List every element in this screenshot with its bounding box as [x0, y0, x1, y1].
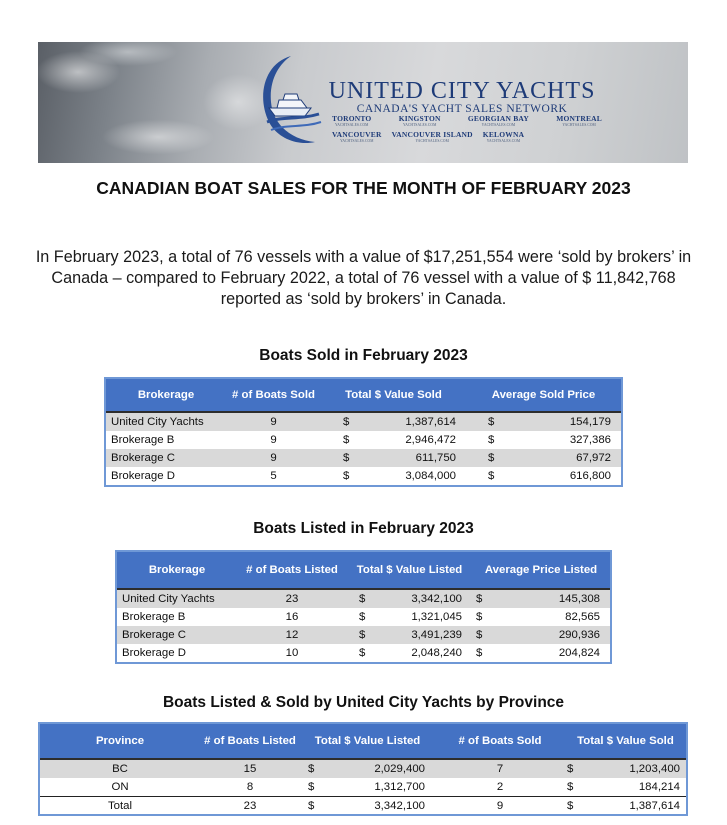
brokerage-cell: Brokerage D	[111, 470, 175, 482]
total-cell: $ 611,750	[343, 452, 456, 464]
city-georgian-bay: GEORGIAN BAY YACHTSALES.COM	[467, 114, 529, 127]
col-header: # of Boats Sold	[232, 389, 315, 401]
listed-count-cell: 23	[243, 799, 257, 812]
sold-table-header	[106, 379, 621, 413]
brokerage-cell: United City Yachts	[111, 416, 204, 428]
city-kingston: KINGSTON YACHTSALES.COM	[398, 114, 441, 127]
brokerage-cell: Brokerage B	[122, 611, 186, 623]
total-cell: $ 2,048,240	[359, 647, 462, 659]
total-cell: $ 3,491,239	[359, 629, 462, 641]
intro-paragraph: In February 2023, a total of 76 vessels with a value of $17,251,554 were ‘sold by brokers’ in Canada – compared to February 2022, a total of 76 vessel with a value of $ 11,842,768 reported as ‘sold by brokers’ in Canada.	[35, 248, 692, 308]
city-toronto: TORONTO YACHTSALES.COM	[332, 114, 372, 127]
table-row	[117, 644, 610, 662]
sold-value-cell: $ 184,214	[567, 781, 680, 793]
city-row-1	[332, 114, 602, 127]
total-cell: $ 1,387,614	[343, 416, 456, 428]
avg-cell: $ 204,824	[476, 647, 600, 659]
sold-count-cell: 9	[496, 799, 504, 812]
province-cell: BC	[112, 763, 128, 775]
brokerage-cell: United City Yachts	[122, 593, 215, 605]
col-header: # of Boats Listed	[246, 564, 338, 576]
listed-value-cell: $ 2,029,400	[308, 763, 425, 775]
listed-value-cell: $ 1,312,700	[308, 781, 425, 793]
table-row	[106, 449, 621, 467]
brand-title: UNITED CITY YACHTS	[328, 78, 596, 104]
province-table	[38, 722, 688, 816]
count-cell: 23	[285, 593, 299, 605]
col-header: Average Sold Price	[491, 389, 596, 401]
col-header: # of Boats Sold	[458, 735, 542, 747]
brokerage-cell: Brokerage C	[111, 452, 175, 464]
table-row	[106, 431, 621, 449]
province-table-heading: Boats Listed & Sold by United City Yachts by Province	[162, 694, 565, 711]
count-cell: 9	[270, 416, 277, 428]
brokerage-cell: Brokerage D	[122, 647, 186, 659]
avg-cell: $ 327,386	[488, 434, 611, 446]
listed-table-header	[117, 552, 610, 590]
col-header: # of Boats Listed	[204, 735, 296, 747]
avg-cell: $ 145,308	[476, 593, 600, 605]
listed-table-heading: Boats Listed in February 2023	[253, 520, 474, 537]
sold-table-heading: Boats Sold in February 2023	[259, 347, 468, 364]
listed-count-cell: 15	[243, 763, 257, 775]
col-header: Brokerage	[148, 564, 206, 576]
table-row	[117, 590, 610, 608]
table-row	[106, 467, 621, 485]
total-cell: $ 3,084,000	[343, 470, 456, 482]
province-cell: Total	[107, 799, 133, 812]
sold-table	[104, 377, 623, 487]
avg-cell: $ 290,936	[476, 629, 600, 641]
sold-value-cell: $ 1,203,400	[567, 763, 680, 775]
city-list	[332, 114, 602, 143]
yacht-logo-icon	[253, 50, 323, 150]
col-header: Total $ Value Sold	[345, 389, 442, 401]
brokerage-cell: Brokerage B	[111, 434, 175, 446]
listed-table	[115, 550, 612, 664]
table-row	[40, 778, 686, 796]
city-vancouver-island: VANCOUVER ISLAND YACHTSALES.COM	[391, 130, 473, 143]
avg-cell: $ 616,800	[488, 470, 611, 482]
table-row	[106, 413, 621, 431]
col-header: Province	[95, 735, 145, 747]
table-row	[117, 626, 610, 644]
listed-value-cell: $ 3,342,100	[308, 799, 425, 812]
total-row	[40, 796, 686, 814]
brokerage-cell: Brokerage C	[122, 629, 186, 641]
avg-cell: $ 67,972	[488, 452, 611, 464]
total-cell: $ 2,946,472	[343, 434, 456, 446]
count-cell: 16	[285, 611, 299, 623]
count-cell: 10	[285, 647, 299, 659]
count-cell: 12	[285, 629, 299, 641]
province-table-header	[40, 724, 686, 760]
sold-count-cell: 7	[496, 763, 504, 775]
col-header: Brokerage	[137, 389, 195, 401]
col-header: Average Price Listed	[484, 564, 598, 576]
city-montreal: MONTREAL YACHTSALES.COM	[556, 114, 602, 127]
table-row	[117, 608, 610, 626]
col-header: Total $ Value Sold	[577, 735, 674, 747]
province-cell: ON	[111, 781, 129, 793]
brand-block	[322, 78, 602, 115]
col-header: Total $ Value Listed	[314, 735, 421, 747]
listed-count-cell: 8	[246, 781, 254, 793]
brand-subtitle: CANADA'S YACHT SALES NETWORK	[356, 103, 568, 115]
page-title: CANADIAN BOAT SALES FOR THE MONTH OF FEBRUARY 2023	[96, 178, 631, 198]
avg-cell: $ 82,565	[476, 611, 600, 623]
header-banner	[38, 42, 688, 163]
city-vancouver: VANCOUVER YACHTSALES.COM	[332, 130, 382, 143]
col-header: Total $ Value Listed	[356, 564, 463, 576]
sold-value-cell: $ 1,387,614	[567, 799, 680, 812]
total-cell: $ 3,342,100	[359, 593, 462, 605]
sold-count-cell: 2	[496, 781, 504, 793]
table-row	[40, 760, 686, 778]
avg-cell: $ 154,179	[488, 416, 611, 428]
city-kelowna: KELOWNA YACHTSALES.COM	[482, 130, 525, 143]
count-cell: 9	[270, 452, 277, 464]
city-row-2	[332, 130, 602, 143]
total-cell: $ 1,321,045	[359, 611, 462, 623]
count-cell: 5	[270, 470, 277, 482]
count-cell: 9	[270, 434, 277, 446]
